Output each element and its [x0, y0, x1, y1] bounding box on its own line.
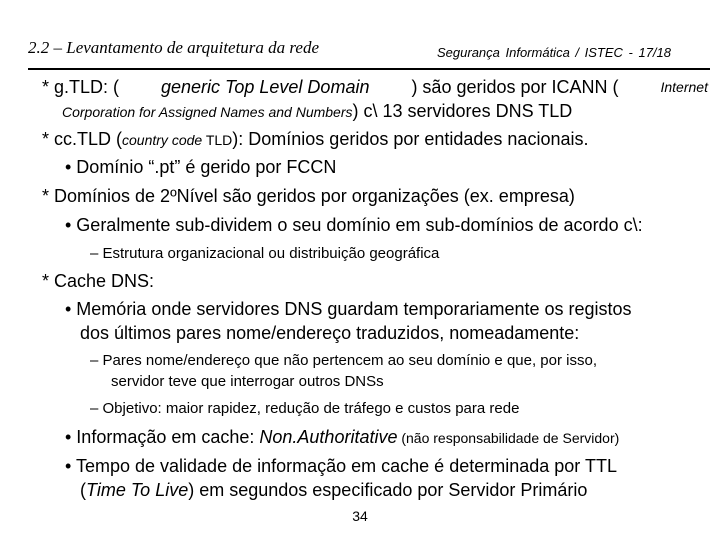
pairs-line-1: – Pares nome/endereço que não pertencem ao seu domínio e que, por isso, [90, 352, 597, 369]
icann-name: Corporation for Assigned Names and Numbers [62, 104, 353, 120]
pt-domain-line: • Domínio “.pt” é gerido por FCCN [65, 157, 337, 177]
gtld-servers: ) c\ 13 servidores DNS TLD [352, 101, 573, 121]
subdivide-line: • Geralmente sub-dividem o seu domínio em sub-domínios de acordo c\: [65, 215, 643, 235]
gtld-prefix: * g.TLD: ( [42, 77, 120, 97]
gtld-line-2 [62, 100, 572, 123]
cctld-prefix: * cc.TLD ( [42, 129, 123, 149]
gtld-text: ) são geridos por ICANN ( [411, 77, 619, 97]
info-prefix: • Informação em cache: [65, 427, 260, 447]
ttl-text: ) em segundos especificado por Servidor Primário [188, 480, 588, 500]
memory-line-2: dos últimos pares nome/endereço traduzidos, nomeadamente: [80, 323, 580, 343]
cctld-tld: TLD [202, 132, 233, 148]
ttl-line-1: • Tempo de validade de informação em cache é determinada por TTL [65, 456, 617, 476]
section-title: 2.2 – Levantamento de arquitetura da rede [28, 38, 320, 57]
cctld-term: country code [122, 132, 203, 148]
objective-line: – Objetivo: maior rapidez, redução de tráfego e custos para rede [90, 400, 520, 417]
second-level-line: * Domínios de 2ºNível são geridos por organizações (ex. empresa) [42, 186, 575, 206]
non-authoritative-term: Non.Authoritative [259, 427, 398, 447]
cctld-text: ): Domínios geridos por entidades nacionais. [232, 129, 589, 149]
gtld-term: generic Top Level Domain [161, 77, 370, 97]
page-number: 34 [352, 508, 368, 524]
cache-info-line [65, 426, 619, 449]
ttl-line-2 [80, 479, 587, 501]
ttl-term: Time To Live [86, 480, 189, 500]
ttl-open: ( [80, 480, 86, 500]
cache-heading: * Cache DNS: [42, 271, 155, 291]
header-divider [28, 68, 710, 70]
pairs-line-2: servidor teve que interrogar outros DNSs [111, 373, 384, 390]
cctld-line [42, 128, 588, 151]
structure-line: – Estrutura organizacional ou distribuição geográfica [90, 245, 440, 262]
memory-line-1: • Memória onde servidores DNS guardam temporariamente os registos [65, 299, 632, 319]
gtld-internet: Internet [660, 79, 708, 95]
course-label: Segurança Informática / ISTEC - 17/18 [437, 45, 671, 60]
gtld-line-1 [42, 76, 708, 98]
info-note: (não responsabilidade de Servidor) [397, 430, 620, 446]
